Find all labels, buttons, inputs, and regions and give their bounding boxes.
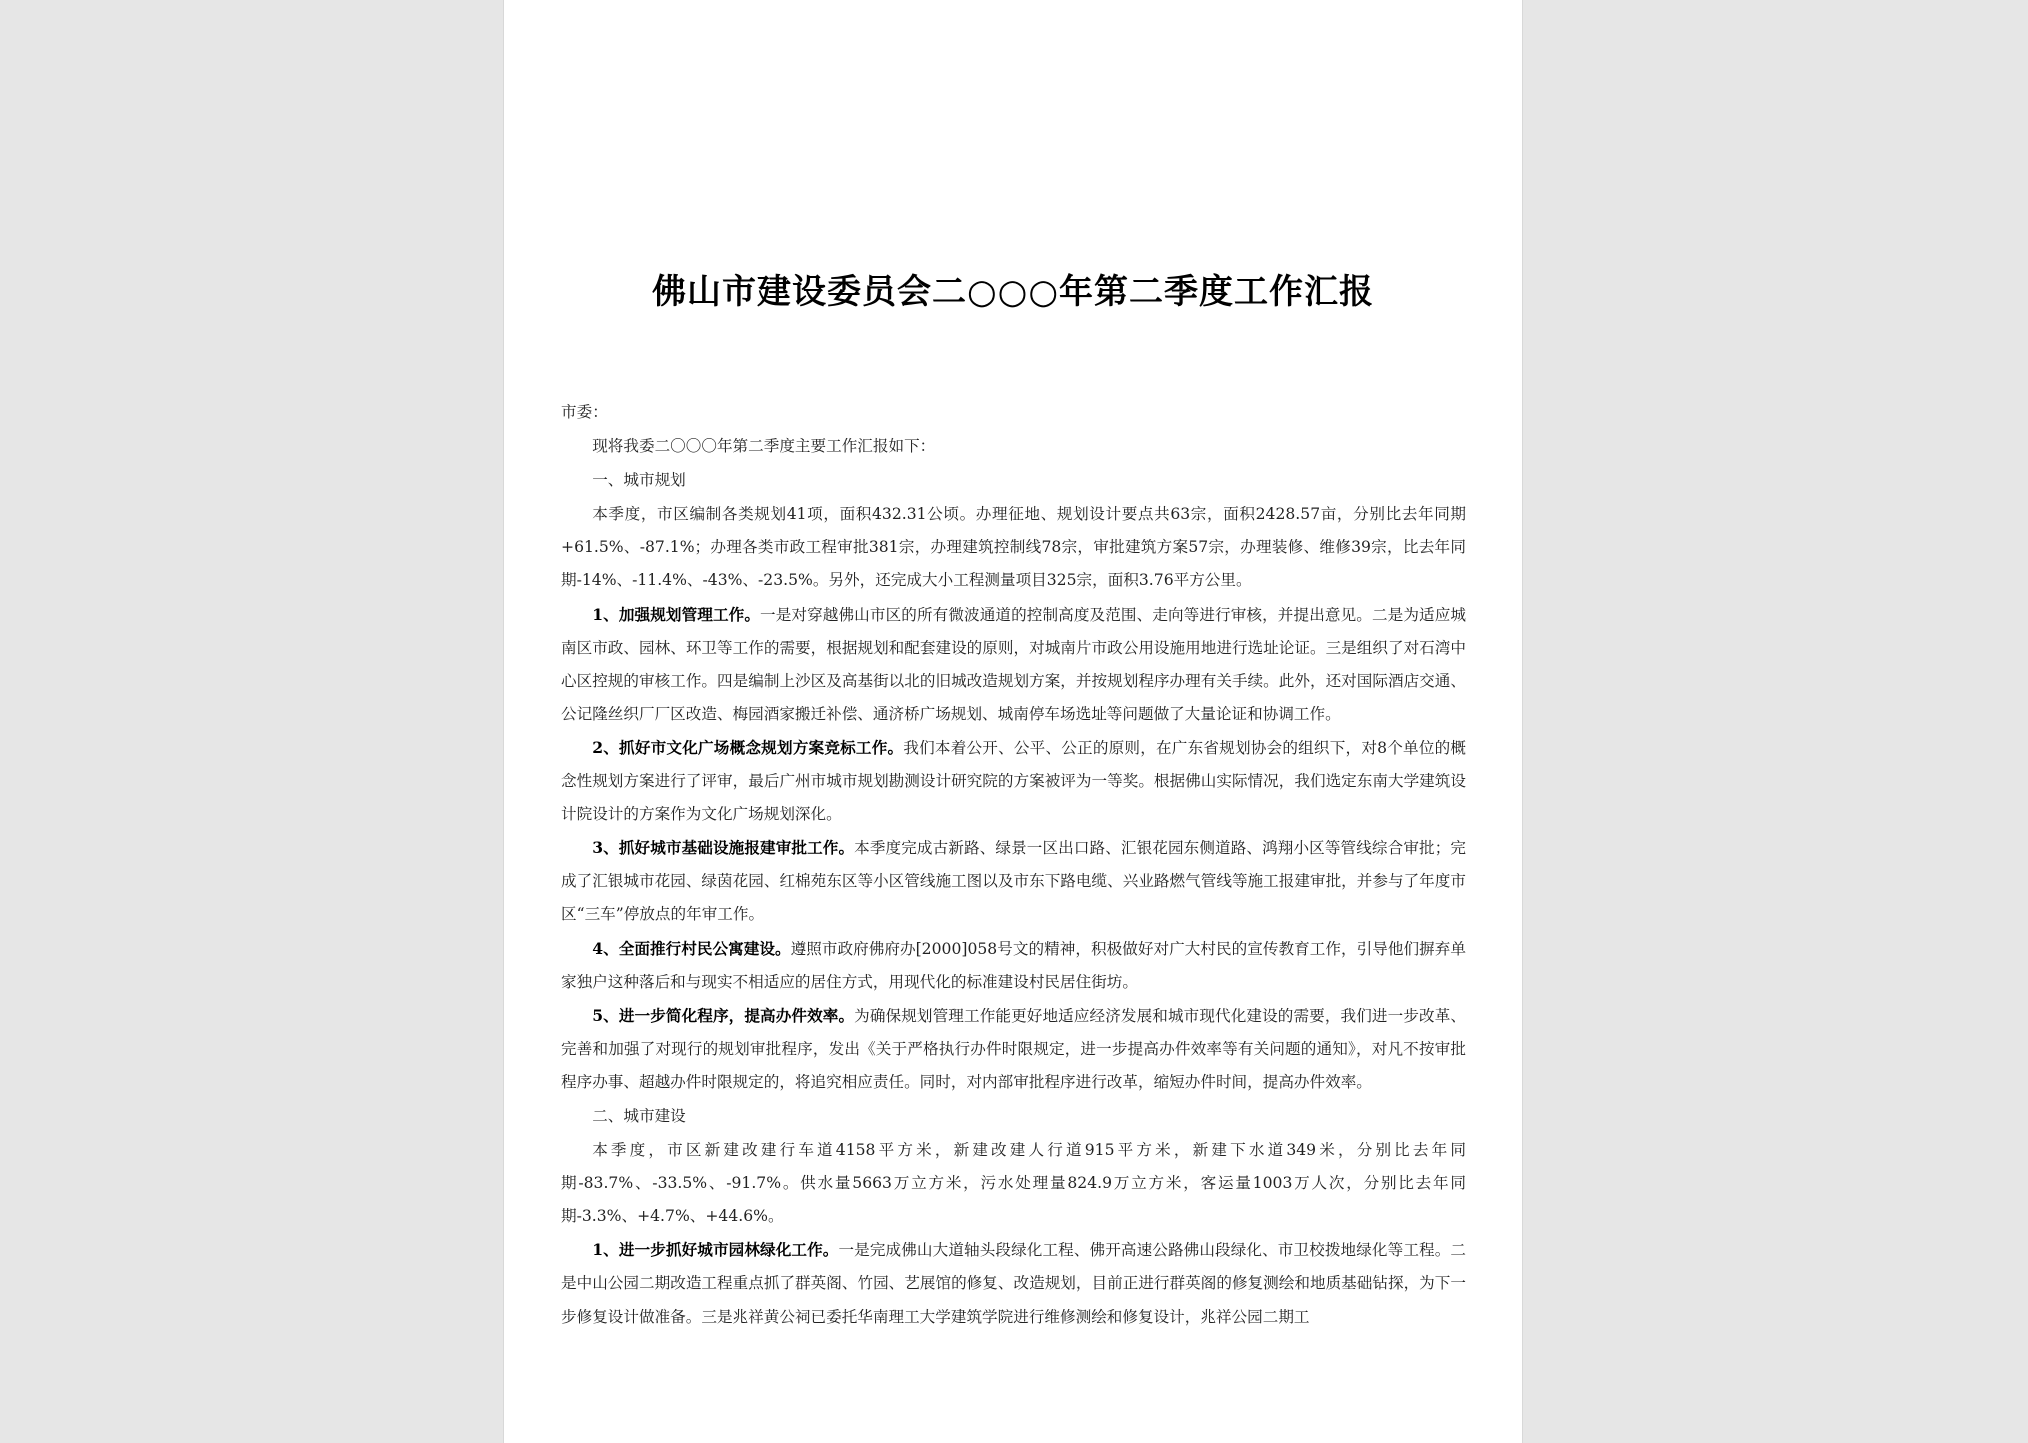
document-title: 佛山市建设委员会二○○○年第二季度工作汇报 xyxy=(652,272,1374,312)
paragraph-text: 二、城市建设 xyxy=(592,1106,686,1125)
paragraph-planning-item-3 xyxy=(561,831,1466,931)
paragraph-text: 现将我委二〇〇〇年第二季度主要工作汇报如下： xyxy=(592,437,936,456)
paragraph-lead: 3、抓好城市基础设施报建审批工作。 xyxy=(592,838,855,858)
document-body xyxy=(561,396,1466,1334)
paragraph-text: 本季度，市区新建改建行车道4158平方米，新建改建人行道915平方米，新建下水道349米，分别比去年同期-83.7%、-33.5%、-91.7%。供水量5663万立方米，污水处理量824.9万立方米，客运量1003万人次，分别比去年同期-3.3%、+4.7%、+44.6%。 xyxy=(561,1141,1466,1226)
paragraph-text: 为确保规划管理工作能更好地适应经济发展和城市现代化建设的需要，我们进一步改革、完善和加强了对现行的规划审批程序，发出《关于严格执行办件时限规定，进一步提高办件效率等有关问题的通知》，对凡不按审批程序办事、超越办件时限规定的，将追究相应责任。同时，对内部审批程序进行改革，缩短办件时间，提高办件效率。 xyxy=(561,1006,1466,1091)
paragraph-lead: 1、进一步抓好城市园林绿化工作。 xyxy=(592,1240,839,1260)
paragraph-planning-item-5 xyxy=(561,999,1466,1099)
paragraph-lead: 4、全面推行村民公寓建设。 xyxy=(592,938,791,958)
paragraph-text: 我们本着公开、公平、公正的原则，在广东省规划协会的组织下，对8个单位的概念性规划方案进行了评审，最后广州市城市规划勘测设计研究院的方案被评为一等奖。根据佛山实际情况，我们选定东南大学建筑设计院设计的方案作为文化广场规划深化。 xyxy=(561,738,1466,824)
paragraph-text: 本季度完成古新路、绿景一区出口路、汇银花园东侧道路、鸿翔小区等管线综合审批；完成了汇银城市花园、绿茵花园、红棉苑东区等小区管线施工图以及市东下路电缆、兴业路燃气管线等施工报建审批，并参与了年度市区“三车”停放点的年审工作。 xyxy=(561,839,1466,924)
paragraph-planning-summary xyxy=(561,497,1466,597)
document-page xyxy=(504,0,1522,1443)
paragraph-lead: 1、加强规划管理工作。 xyxy=(592,604,761,624)
paragraph-lead: 2、抓好市文化广场概念规划方案竞标工作。 xyxy=(592,737,904,757)
paragraph-text: 遵照市政府佛府办[2000]058号文的精神，积极做好对广大村民的宣传教育工作，引导他们摒弃单家独户这种落后和与现实不相适应的居住方式，用现代化的标准建设村民居住街坊。 xyxy=(561,939,1466,991)
paragraph-construction-item-1 xyxy=(561,1233,1466,1333)
paragraph-text: 一是对穿越佛山市区的所有微波通道的控制高度及范围、走向等进行审核，并提出意见。二是为适应城南区市政、园林、环卫等工作的需要，根据规划和配套建设的原则，对城南片市政公用设施用地进行选址论证。三是组织了对石湾中心区控规的审核工作。四是编制上沙区及高基街以北的旧城改造规划方案，并按规划程序办理有关手续。此外，还对国际酒店交通、公记隆丝织厂厂区改造、梅园酒家搬迁补偿、通济桥广场规划、城南停车场选址等问题做了大量论证和协调工作。 xyxy=(561,605,1466,723)
paragraph-construction-summary xyxy=(561,1133,1466,1233)
salutation: 市委： xyxy=(561,403,608,421)
section-heading-urban-construction xyxy=(561,1099,1466,1133)
paragraph-planning-item-2 xyxy=(561,731,1466,831)
paragraph-lead: 5、进一步简化程序，提高办件效率。 xyxy=(592,1005,855,1025)
paragraph-text: 一、城市规划 xyxy=(592,471,686,490)
paragraph-planning-item-4 xyxy=(561,932,1466,999)
paragraph-intro xyxy=(561,429,1466,463)
paragraph-text: 一是完成佛山大道轴头段绿化工程、佛开高速公路佛山段绿化、市卫校拨地绿化等工程。二是中山公园二期改造工程重点抓了群英阁、竹园、艺展馆的修复、改造规划，目前正进行群英阁的修复测绘和地质基础钻探，为下一步修复设计做准备。三是兆祥黄公祠已委托华南理工大学建筑学院进行维修测绘和修复设计，兆祥公园二期工 xyxy=(561,1241,1466,1326)
paragraph-planning-item-1 xyxy=(561,598,1466,731)
section-heading-urban-planning xyxy=(561,463,1466,497)
paragraph-text: 本季度，市区编制各类规划41项，面积432.31公顷。办理征地、规划设计要点共63宗，面积2428.57亩，分别比去年同期+61.5%、-87.1%；办理各类市政工程审批381宗，办理建筑控制线78宗，审批建筑方案57宗，办理装修、维修39宗，比去年同期-14%、-11.4%、-43%、-23.5%。另外，还完成大小工程测量项目325宗，面积3.76平方公里。 xyxy=(561,505,1466,590)
